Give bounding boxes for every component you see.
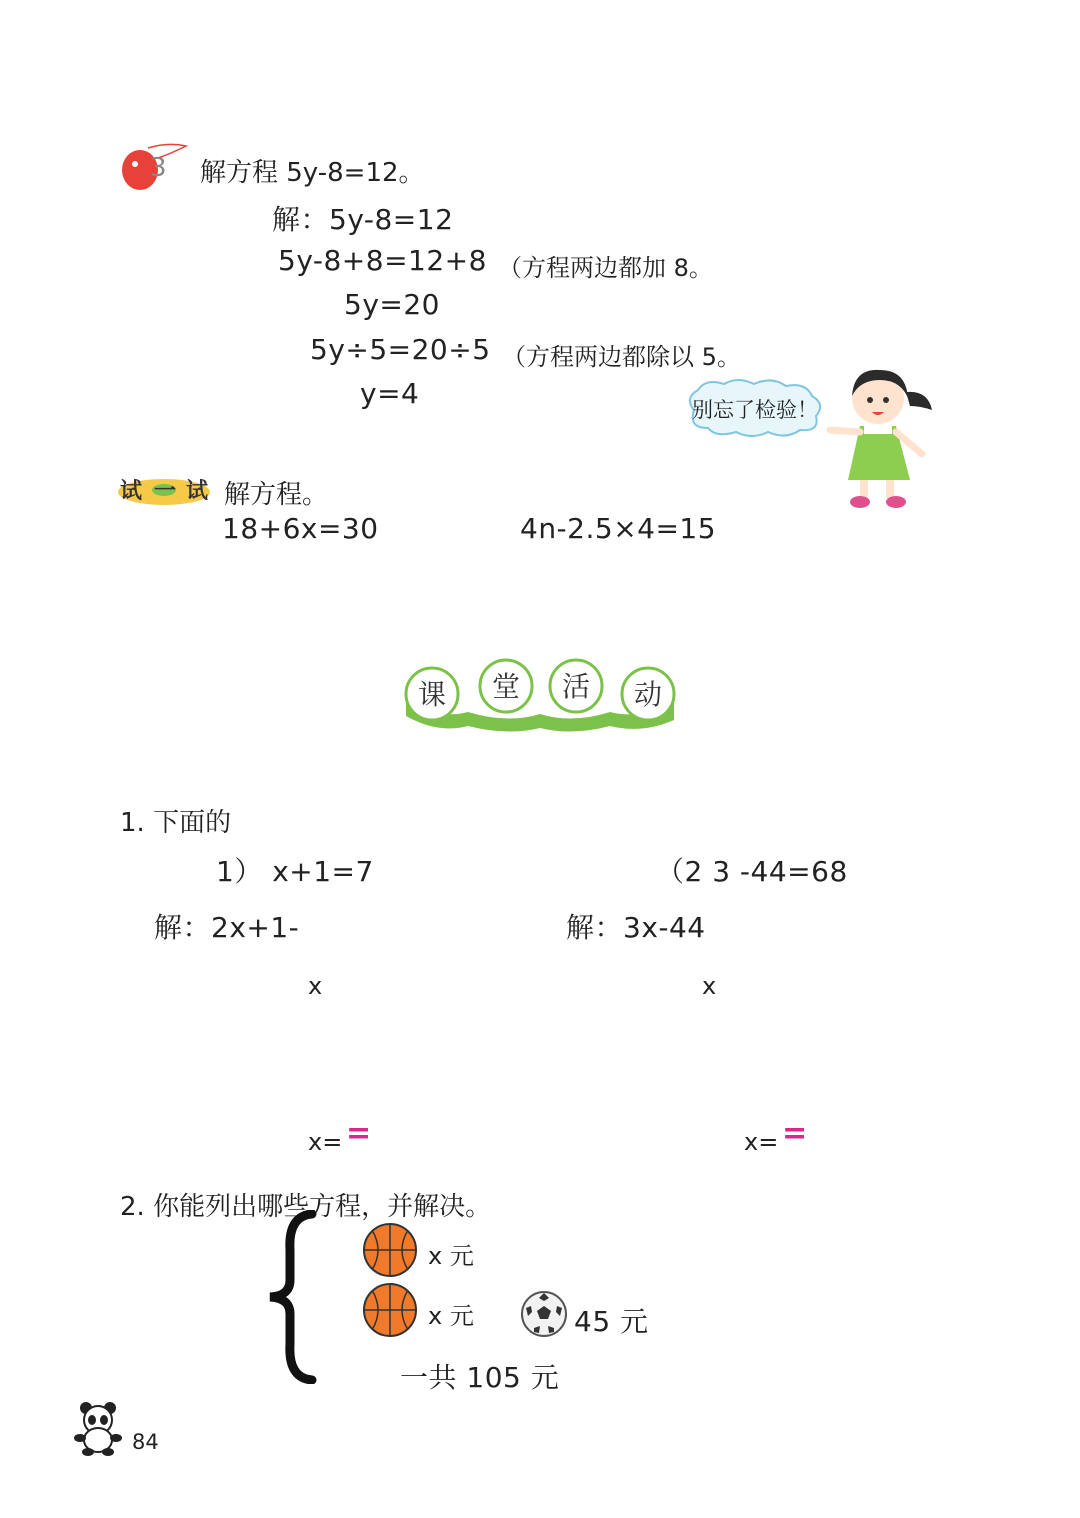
svg-text:3: 3 bbox=[150, 153, 167, 183]
try-it-equation-2: 4n-2.5×4=15 bbox=[520, 512, 717, 545]
step-4-equation: y=4 bbox=[360, 377, 420, 410]
svg-text:动: 动 bbox=[634, 678, 663, 711]
q1-left-mark: = bbox=[346, 1116, 372, 1151]
item-2-price: x 元 bbox=[428, 1302, 474, 1330]
example-prompt: 解方程 5y-8=12。 bbox=[200, 158, 425, 188]
step-1-equation: 5y-8+8=12+8 bbox=[278, 244, 487, 277]
girl-illustration bbox=[820, 362, 940, 512]
soccer-ball-icon bbox=[520, 1290, 568, 1338]
q1-left-answer: x= bbox=[308, 1128, 343, 1156]
total-price: 一共 105 元 bbox=[400, 1361, 560, 1394]
step-3-note: （方程两边都除以 5。 bbox=[502, 343, 741, 371]
page-number: 84 bbox=[132, 1430, 159, 1454]
try-it-badge bbox=[116, 474, 212, 506]
try-it-prompt: 解方程。 bbox=[224, 480, 329, 510]
curly-brace bbox=[262, 1210, 322, 1384]
try-it-equation-1: 18+6x=30 bbox=[222, 512, 379, 545]
step-1-note: （方程两边都加 8。 bbox=[498, 254, 713, 282]
panda-icon bbox=[72, 1400, 126, 1456]
svg-text:课: 课 bbox=[418, 678, 447, 711]
q2-label: 2. 你能列出哪些方程，并解决。 bbox=[120, 1192, 492, 1222]
q1-right-answer: x= bbox=[744, 1128, 779, 1156]
q1-right-middle: x bbox=[702, 972, 717, 1000]
svg-text:活: 活 bbox=[562, 670, 591, 703]
svg-text:一: 一 bbox=[154, 479, 177, 504]
q1-left-solution: 解：2x+1- bbox=[154, 911, 300, 944]
svg-text:试: 试 bbox=[120, 479, 143, 504]
speech-text: 别忘了检验！ bbox=[692, 398, 818, 422]
svg-text:试: 试 bbox=[186, 479, 209, 504]
q1-left-heading: 1） x+1=7 bbox=[216, 855, 374, 888]
basketball-icon bbox=[362, 1282, 418, 1338]
step-2-equation: 5y=20 bbox=[344, 288, 440, 321]
q1-left-middle: x bbox=[308, 972, 323, 1000]
q1-right-heading: （2 3 -44=68 bbox=[656, 855, 848, 888]
svg-text:堂: 堂 bbox=[492, 670, 521, 703]
soccer-price: 45 元 bbox=[574, 1305, 649, 1338]
q1-right-solution: 解：3x-44 bbox=[566, 911, 706, 944]
basketball-icon bbox=[362, 1222, 418, 1278]
activity-banner bbox=[398, 654, 682, 734]
example-number-icon bbox=[118, 140, 190, 198]
q1-right-mark: = bbox=[782, 1116, 808, 1151]
q1-label: 1. 下面的 bbox=[120, 808, 232, 838]
solution-label: 解：5y-8=12 bbox=[272, 203, 454, 236]
item-1-price: x 元 bbox=[428, 1242, 474, 1270]
step-3-equation: 5y÷5=20÷5 bbox=[310, 333, 491, 366]
